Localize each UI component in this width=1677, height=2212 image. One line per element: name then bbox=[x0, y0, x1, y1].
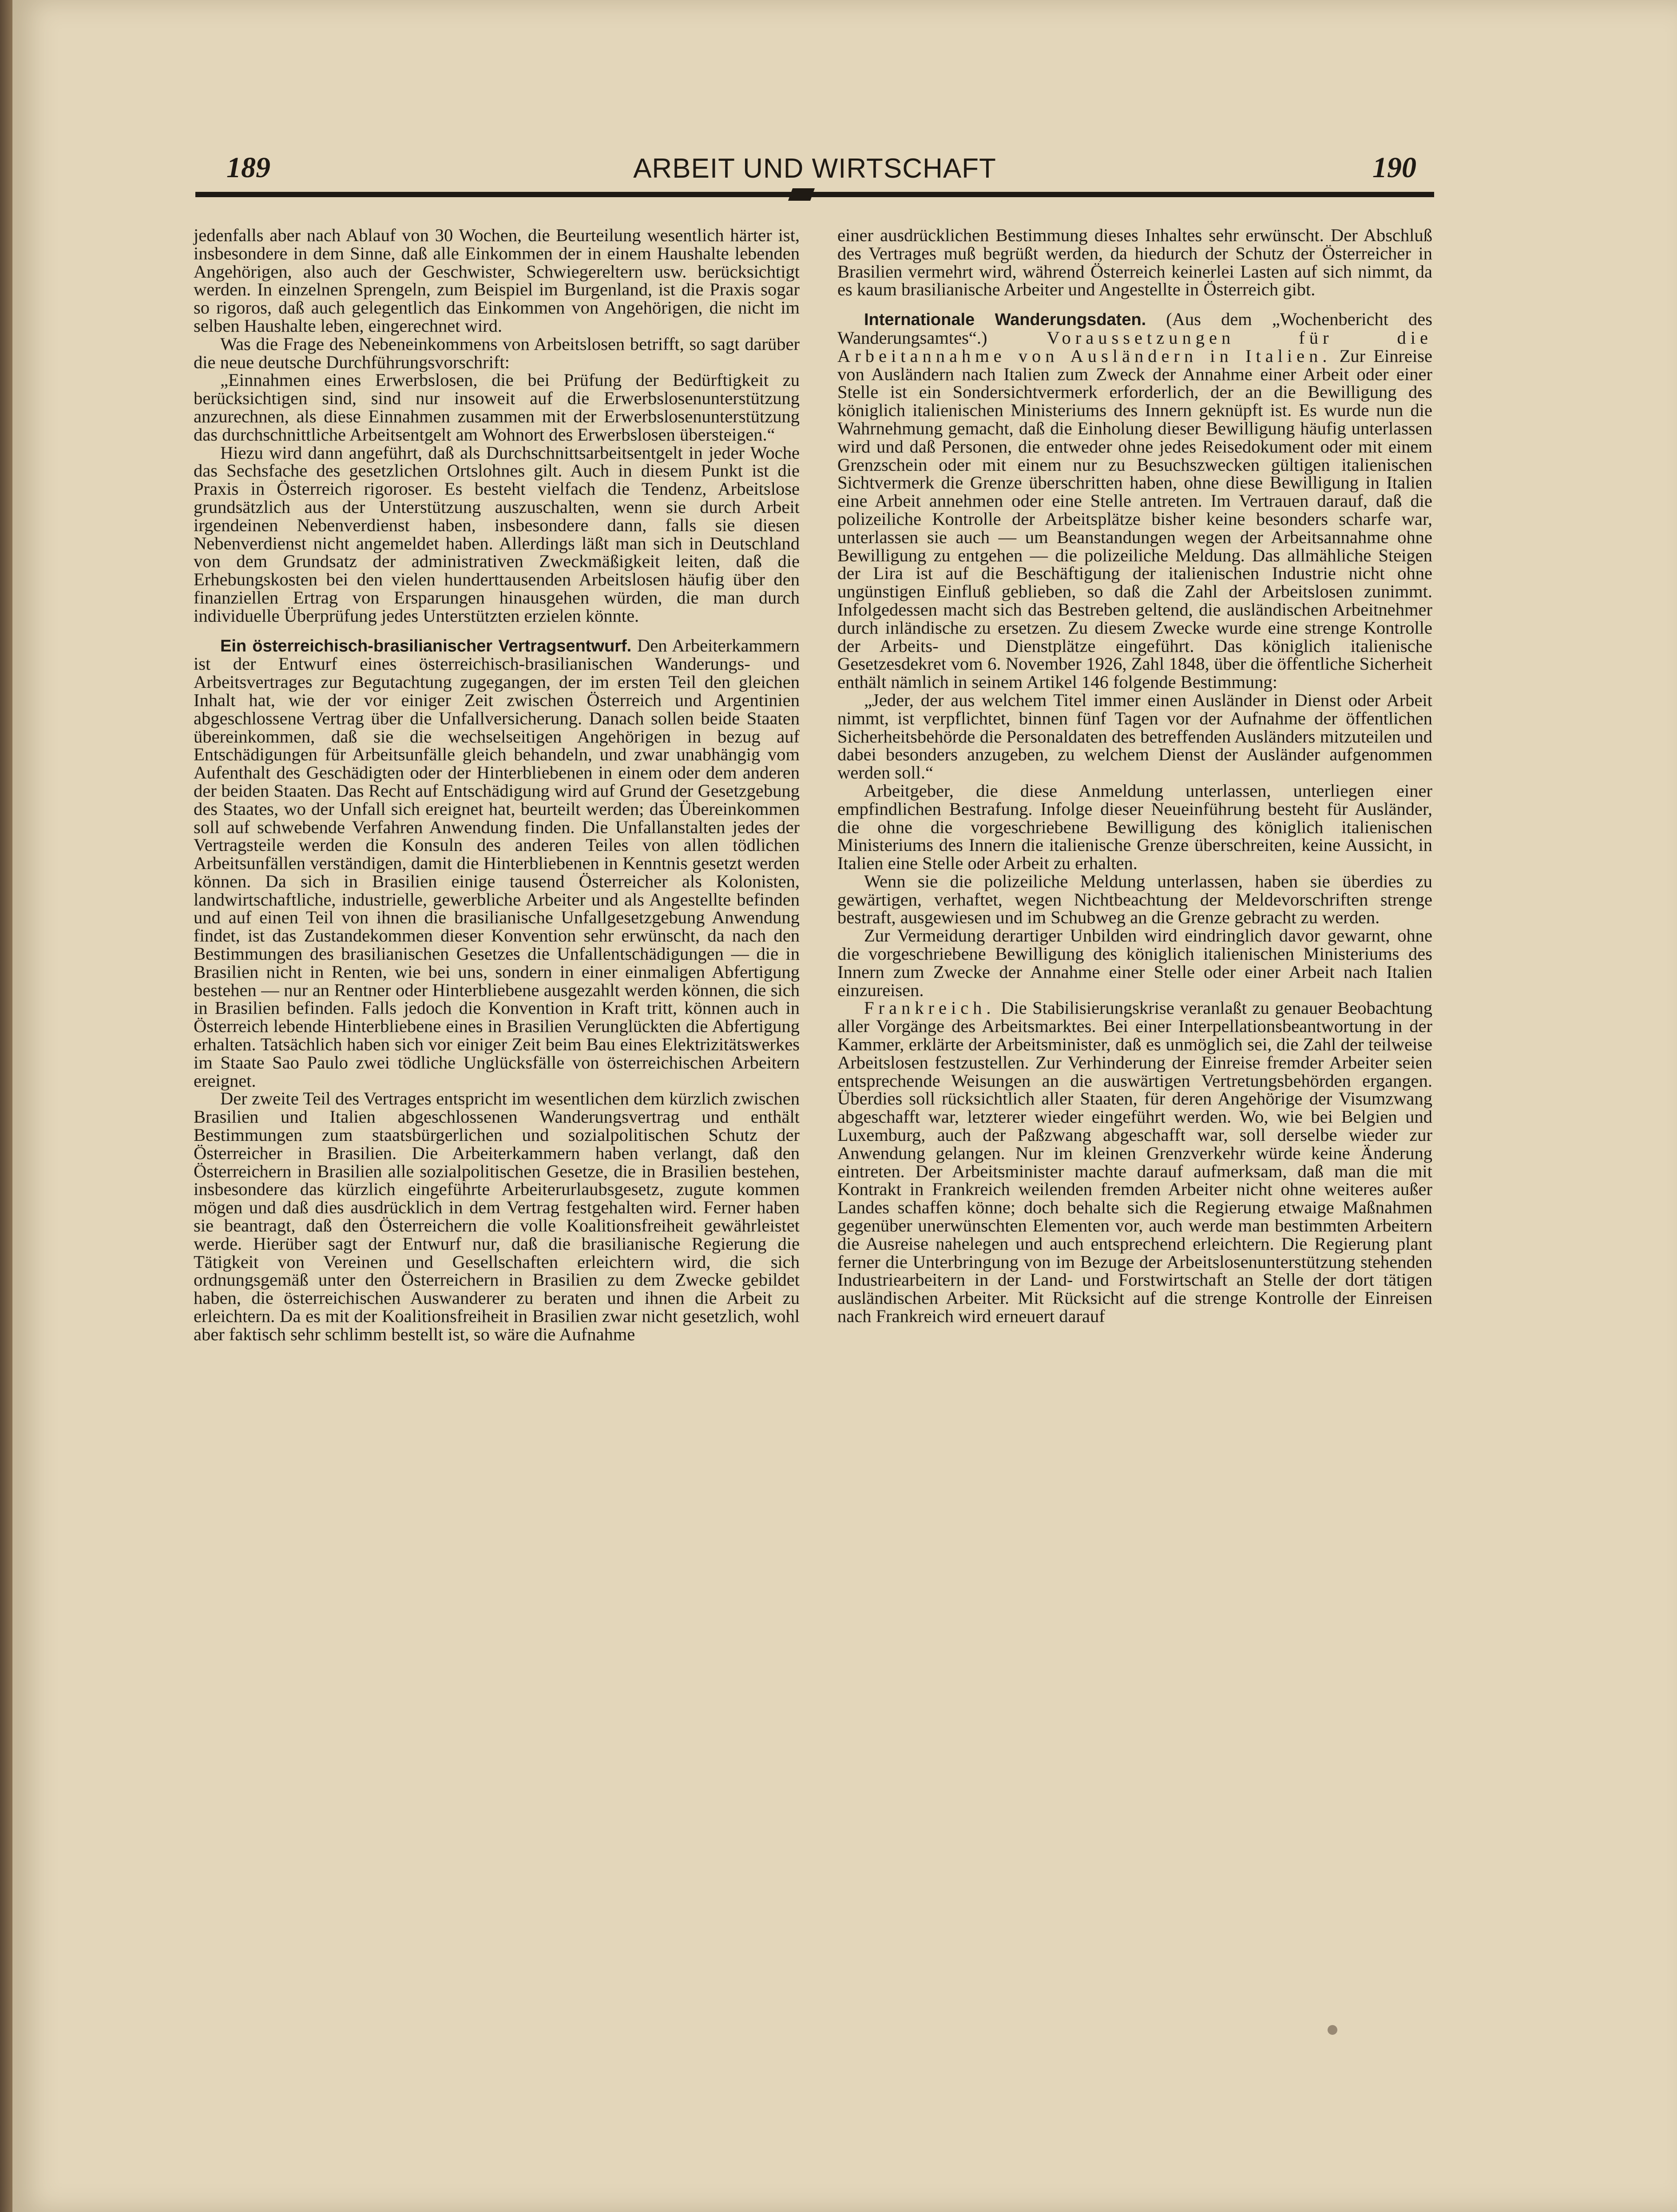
book-spine bbox=[0, 0, 12, 2212]
paragraph-text: Zur Einreise von Ausländern nach Italien zum Zweck der Annahme einer Arbeit oder einer Stelle ist ein Sondersichtvermerk erforderlich, der an die Bewilligung des königlich italienischen Ministeriums des Innern geknüpft ist. Es wurde nun die Wahrnehmung gemacht, daß die Einholung dieser Bewilligung häufig unterlassen wird und daß Personen, die entweder ohne jedes Reisedokument oder mit einem Grenzschein oder mit einem nur zu Besuchszwecken gültigen italienischen Sichtvermerk die Grenze überschritten haben, ohne diese Bewilligung in Italien eine Arbeit annehmen oder eine Stelle antreten. Im Vertrauen darauf, daß die polizeiliche Kontrolle der Arbeitsplätze bisher keine besonders scharfe war, unterlassen sie auch — um Beanstandungen wegen der Arbeitsannahme ohne Bewilligung zu entgehen — die polizeiliche Meldung. Das allmähliche Steigen der Lira ist auf die Beschäftigung der italienischen Industrie nicht ohne ungünstigen Einfluß geblieben, so daß die Zahl der Arbeitslosen zunimmt. Infolgedessen macht sich das Bestreben geltend, die ausländischen Arbeitnehmer durch inländische zu ersetzen. Zu diesem Zwecke wurde eine strenge Kontrolle der Arbeits- und Dienstplätze eingeführt. Das königlich italienische Gesetzesdekret vom 6. November 1926, Zahl 1848, über die öffentliche Sicherheit enthält nämlich in seinem Artikel 146 folgende Bestimmung: bbox=[837, 346, 1433, 692]
paragraph: einer ausdrücklichen Bestimmung dieses Inhaltes sehr erwünscht. Der Abschluß des Vertrages muß begrüßt werden, da hiedurch der Schutz der Österreicher in Brasilien vermehrt wird, während Österreich keinerlei Lasten auf sich nimmt, da es kaum brasilianische Arbeiter und Angestellte in Österreich gibt. bbox=[837, 225, 1432, 300]
paragraph: Hiezu wird dann angeführt, daß als Durchschnittsarbeitsentgelt in jeder Woche das Sechsfache des gesetzlichen Ortslohnes gilt. Auch in diesem Punkt ist die Praxis in Österreich rigoroser. Es besteht vielfach die Tendenz, Arbeitslose grundsätzlich aus der Unterstützung auszuschalten, wenn sie durch Arbeit irgendeinen Nebenverdienst haben, insbesondere dann, falls sie diesen Nebenverdienst nicht angemeldet haben. Allerdings läßt man sich in Deutschland von dem Grundsatz der administrativen Zweckmäßigkeit leiten, daß die Erhebungskosten bei den vielen hunderttausenden Arbeitslosen häufig über den finanziellen Ertrag von Ersparungen hinausgehen würden, die man durch individuelle Überprüfung jedes Unterstützten erzielen könnte. bbox=[194, 442, 800, 626]
journal-title: ARBEIT UND WIRTSCHAFT bbox=[633, 153, 996, 184]
block-quote: „Einnahmen eines Erwerbslosen, die bei Prüfung der Bedürftigkeit zu berücksichtigen sind, sind nur insoweit auf die Erwerbslosenunterstützung anzurechnen, als diese Einnahmen zusammen mit der Erwerbslosenunterstützung das durchschnittliche Arbeitsentgelt am Wohnort des Erwerbslosen übersteigen.“ bbox=[194, 370, 800, 445]
paragraph: Der zweite Teil des Vertrages entspricht im wesentlichen dem kürzlich zwischen Brasilien und Italien abgeschlossenen Wanderungsvertrag und enthält Bestimmungen zum staatsbürgerlichen und sozialpolitischen Schutz der Österreicher in Brasilien. Die Arbeiterkammern haben verlangt, daß den Österreichern in Brasilien alle sozialpolitischen Gesetze, die in Brasilien bestehen, insbesondere das kürzlich eingeführte Arbeiterurlaubsgesetz, zugute kommen mögen und daß dies ausdrücklich in dem Vertrag festgehalten wird. Ferner haben sie beantragt, daß den Österreichern die volle Koalitionsfreiheit gewährleistet werde. Hierüber sagt der Entwurf nur, daß die brasilianische Regierung die Tätigkeit von Vereinen und Gesellschaften erleichtern wird, die sich ordnungsgemäß unter den Österreichern in Brasilien zu dem Zwecke gebildet haben, die österreichischen Auswanderer zu beraten und ihnen die Arbeit zu erleichtern. Da es mit der Koalitionsfreiheit in Brasilien zwar nicht gesetzlich, wohl aber faktisch sehr schlimm bestellt ist, so wäre die Aufnahme bbox=[194, 1088, 800, 1344]
page-number-left: 189 bbox=[226, 151, 270, 184]
left-column bbox=[194, 226, 800, 1344]
source-note: (Aus dem „Wochenbericht des Wanderungsamtes“.) bbox=[837, 309, 1432, 348]
page-header bbox=[195, 151, 1434, 200]
section-heading: Internationale Wanderungsdaten. bbox=[864, 310, 1146, 330]
paragraph: Wenn sie die polizeiliche Meldung unterlassen, haben sie überdies zu gewärtigen, verhaftet, wegen Nichtbeachtung der Meldevorschriften strenge bestraft, ausgewiesen und im Schubweg an die Grenze gebracht zu werden. bbox=[837, 871, 1432, 928]
subheading-spaced: Voraussetzungen für die Arbeitannahme von Ausländern in Italien. bbox=[837, 327, 1432, 366]
section-heading: Ein österreichisch-brasilianischer Vertragsentwurf. bbox=[220, 636, 632, 655]
header-rule-ornament bbox=[788, 188, 815, 201]
paragraph: Zur Vermeidung derartiger Unbilden wird eindringlich davor gewarnt, ohne die vorgeschriebene Bewilligung des königlich italienischen Ministeriums des Innern zum Zwecke der Annahme einer Stelle oder einer Arbeit nach Italien einzureisen. bbox=[837, 925, 1432, 1000]
section-paragraph bbox=[837, 999, 1432, 1325]
section-paragraph bbox=[194, 637, 800, 1090]
paper-spot bbox=[1328, 2025, 1337, 2035]
header-rule bbox=[195, 192, 1434, 197]
right-column bbox=[837, 226, 1432, 1326]
page-number-right: 190 bbox=[1372, 151, 1416, 184]
paragraph: Was die Frage des Nebeneinkommens von Arbeitslosen betrifft, so sagt darüber die neue deutsche Durchführungsvorschrift: bbox=[194, 334, 800, 372]
section-paragraph bbox=[837, 310, 1432, 691]
block-quote: „Jeder, der aus welchem Titel immer einen Ausländer in Dienst oder Arbeit nimmt, ist verpflichtet, binnen fünf Tagen vor der Aufnahme der öffentlichen Sicherheitsbehörde die Personaldaten des betreffenden Ausländers mitzuteilen und dabei besonders anzugeben, zu welchem Dienst der Ausländer aufgenommen werden soll.“ bbox=[837, 690, 1432, 783]
country-heading: Frankreich. bbox=[864, 998, 995, 1018]
paragraph: jedenfalls aber nach Ablauf von 30 Wochen, die Beurteilung wesentlich härter ist, insbesondere in dem Sinne, daß alle Einkommen der in einem Haushalte lebenden Angehörigen, also auch der Geschwister, Schwiegereltern usw. berücksichtigt werden. In einzelnen Sprengeln, zum Beispiel im Burgenland, ist die Praxis sogar so rigoros, daß auch gelegentlich das Einkommen von Angehörigen, die nicht im selben Haushalte leben, eingerechnet wird. bbox=[194, 225, 800, 336]
paragraph-text: Die Stabilisierungskrise veranlaßt zu genauer Beobachtung aller Vorgänge des Arbeitsmarktes. Bei einer Interpellationsbeantwortung in der Kammer, erklärte der Arbeitsminister, daß es unmöglich sei, die Zahl der teilweise Arbeitslosen festzustellen. Zur Verhinderung der Einreise fremder Arbeiter seien entsprechende Weisungen an die auswärtigen Vertretungsbehörden ergangen. Überdies soll rücksichtlich aller Staaten, für deren Angehörige der Visumzwang abgeschafft war, letzterer wieder eingeführt werden. Wo, wie bei Belgien und Luxemburg, auch der Paßzwang abgeschafft war, soll derselbe wieder zur Anwendung gelangen. Nur im kleinen Grenzverkehr würde keine Änderung eintreten. Der Arbeitsminister machte darauf aufmerksam, daß man die mit Kontrakt in Frankreich weilenden fremden Arbeiter nicht ohne weiteres außer Landes schaffen könne; doch behalte sich die Regierung etwaige Maßnahmen gegenüber unerwünschten Elementen vor, auch werde man bestimmten Arbeitern die Ausreise nahelegen und auch entsprechend erleichtern. Die Regierung plant ferner die Unterbringung von im Bezuge der Arbeitslosenunterstützung stehenden Industriearbeitern in der Land- und Forstwirtschaft an Stelle der dort tätigen ausländischen Arbeiter. Mit Rücksicht auf die strenge Kontrolle der Einreisen nach Frankreich wird erneuert darauf bbox=[837, 998, 1432, 1326]
paragraph: Arbeitgeber, die diese Anmeldung unterlassen, unterliegen einer empfindlichen Bestrafung. Infolge dieser Neueinführung besteht für Ausländer, die ohne die vorgeschriebene Bewilligung des königlich italienischen Ministeriums des Innern die italienische Grenze überschreiten, keine Aussicht, in Italien eine Stelle oder Arbeit zu erhalten. bbox=[837, 780, 1432, 874]
paragraph-text: Den Arbeiterkammern ist der Entwurf eines österreichisch-brasilianischen Wanderungs- und Arbeitsvertrages zur Begutachtung zugegangen, der im ersten Teil den gleichen Inhalt hat, wie der vor einiger Zeit zwischen Österreich und Argentinien abgeschlossene Vertrag über die Unfallversicherung. Danach sollen beide Staaten übereinkommen, daß sie die wechselseitigen Angehörigen in bezug auf Entschädigungen für Arbeitsunfälle gleich behandeln, und zwar unabhängig vom Aufenthalt des Geschädigten oder der Hinterbliebenen in einem oder dem anderen der beiden Staaten. Das Recht auf Entschädigung wird auf Grund der Gesetzgebung des Staates, wo der Unfall sich ereignet hat, beurteilt werden; das Übereinkommen soll auf schwebende Verfahren Anwendung finden. Die Unfallanstalten jedes der Vertragsteile werden die Konsuln des anderen Teiles von allen tödlichen Arbeitsunfällen verständigen, damit die Hinterbliebenen in Kenntnis gesetzt werden können. Da sich in Brasilien einige tausend Österreicher als Kolonisten, landwirtschaftliche, industrielle, gewerbliche Arbeiter und als Angestellte befinden und auf einen Teil von ihnen die brasilianische Unfallgesetzgebung Anwendung findet, ist das Zustandekommen dieser Konvention sehr erwünscht, da nach den Bestimmungen des brasilianischen Gesetzes die Unfallentschädigungen — die in Brasilien nicht in Renten, wie bei uns, sondern in einer einmaligen Abfertigung bestehen — nur an Rentner oder Hinterbliebene ausgezahlt werden können, die sich in Brasilien befinden. Falls jedoch die Konvention in Kraft tritt, können auch in Österreich lebende Hinterbliebene eines in Brasilien Verunglückten die Abfertigung erhalten. Tatsächlich haben sich vor einiger Zeit beim Bau eines Elektrizitätswerkes im Staate Sao Paulo zwei tödliche Unglücksfälle von österreichischen Arbeitern ereignet. bbox=[194, 635, 800, 1091]
